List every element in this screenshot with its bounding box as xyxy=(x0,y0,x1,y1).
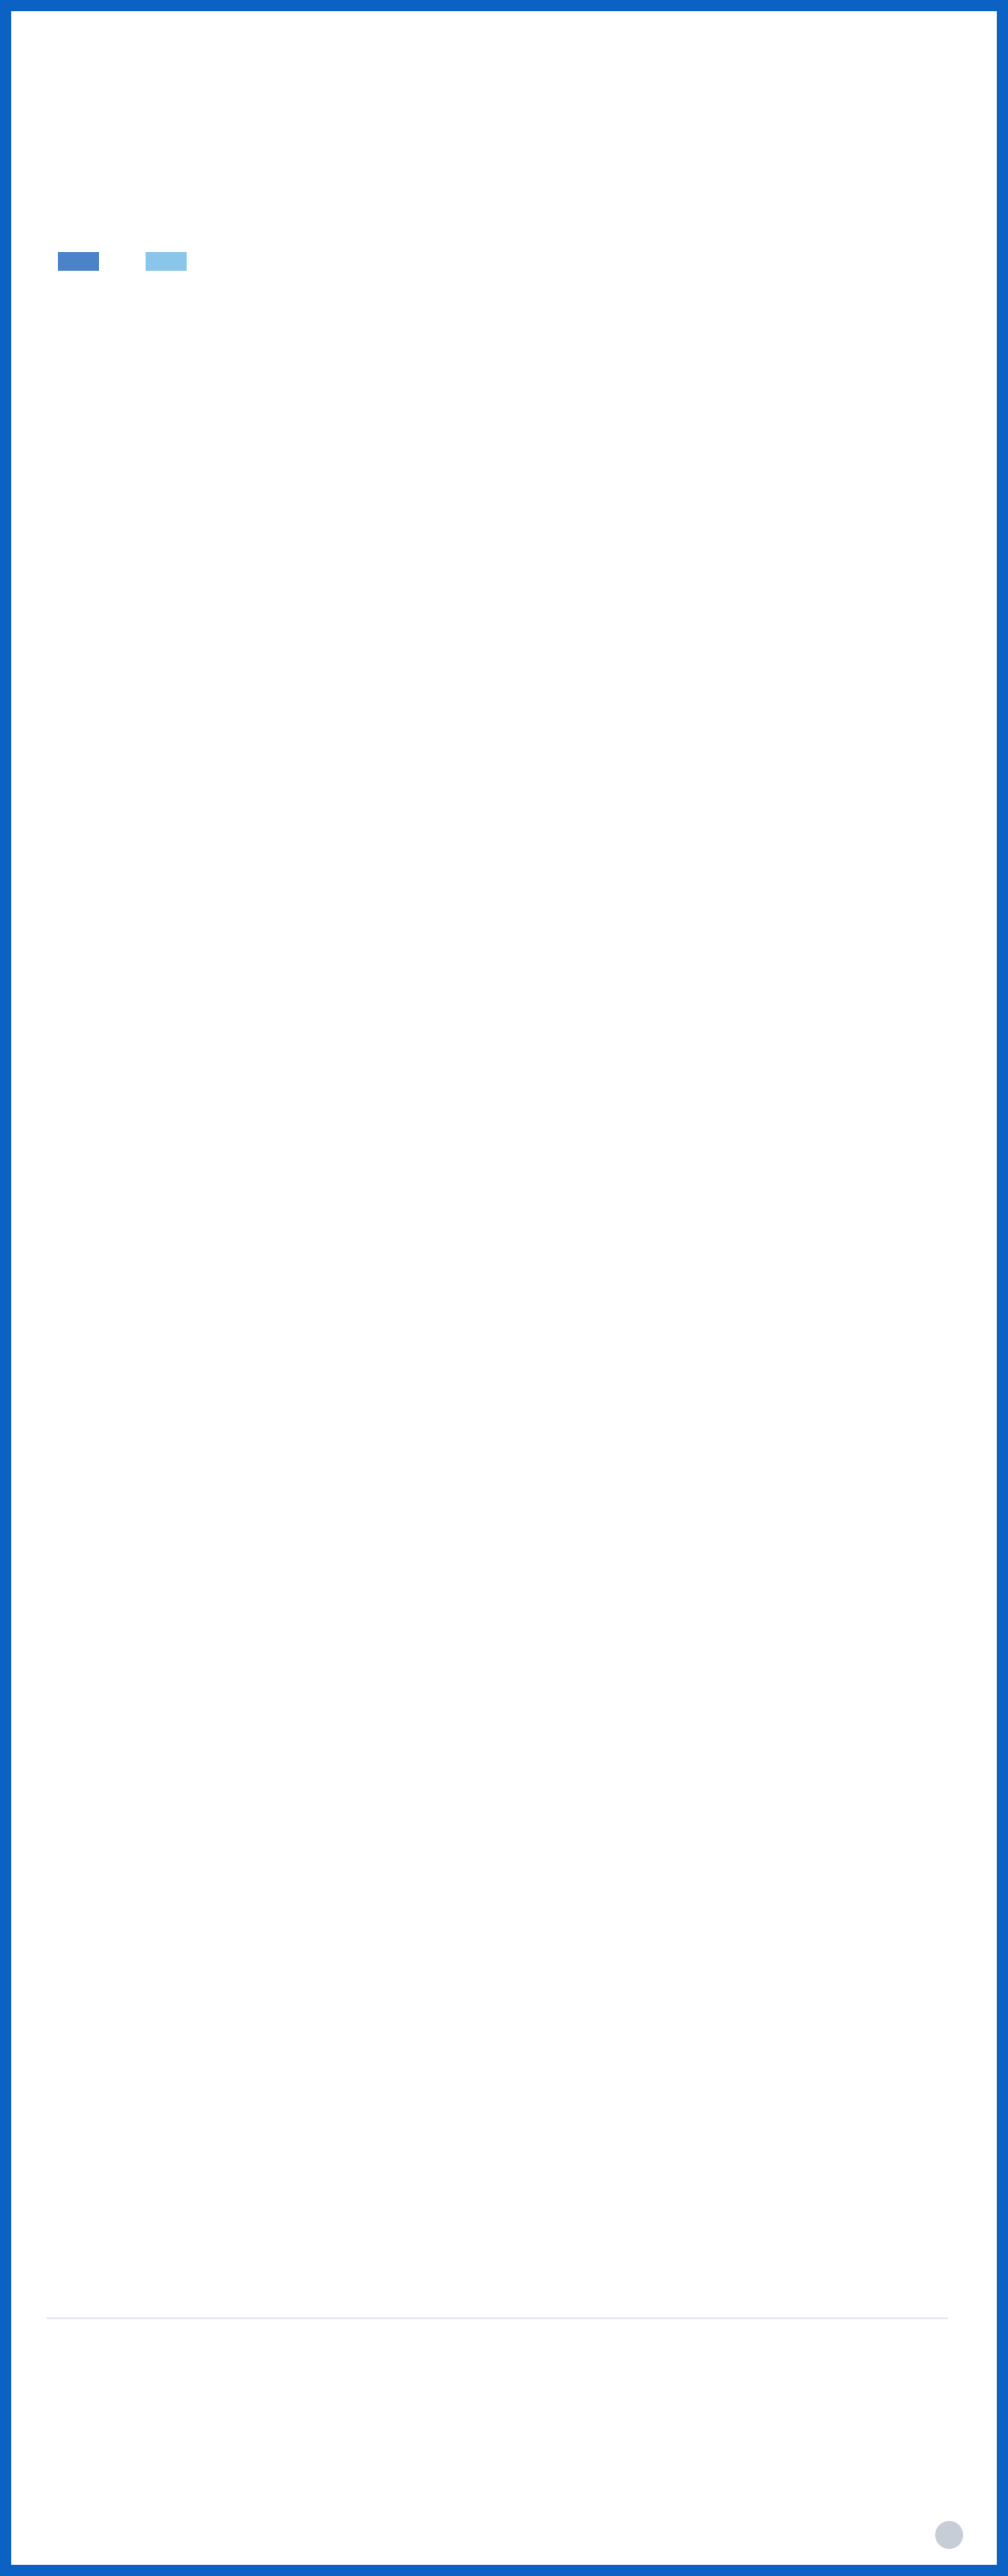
chart-area xyxy=(0,0,1008,812)
watermark xyxy=(935,2521,971,2549)
footer-divider xyxy=(47,2317,948,2319)
wechat-icon xyxy=(935,2521,963,2549)
